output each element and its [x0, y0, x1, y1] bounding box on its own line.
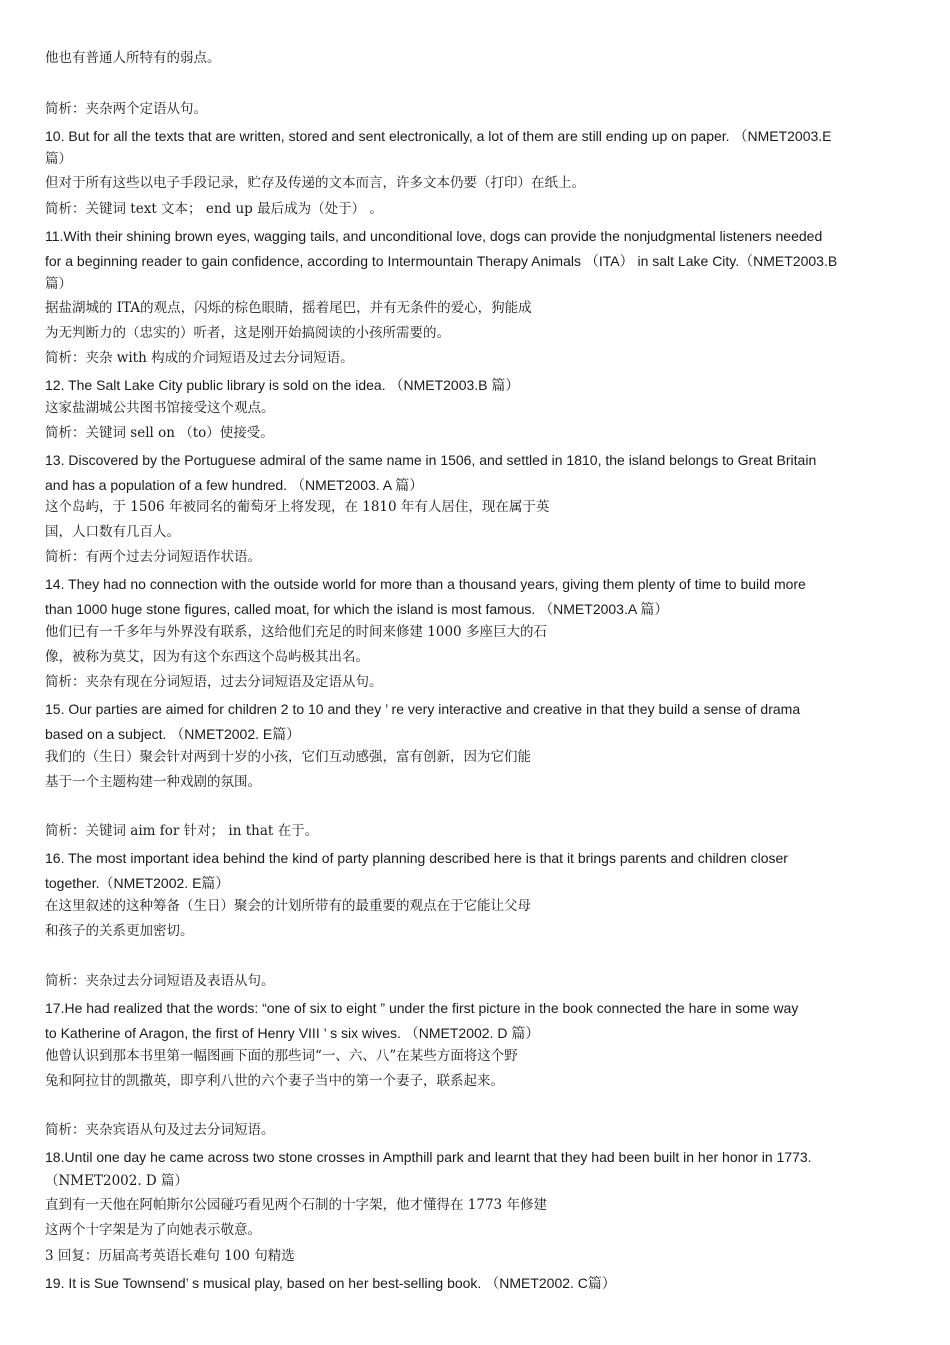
sentence-line: based on a subject. （NMET2002. E篇）	[45, 726, 301, 742]
sentence-line: 14. They had no connection with the outside world for more than a thousand years, giving them plenty of time to build more	[45, 576, 806, 592]
analysis-line: 简析：夹杂过去分词短语及表语从句。	[45, 973, 275, 989]
sentence-line: and has a population of a few hundred. （NMET2003. A 篇）	[45, 477, 424, 493]
translation-line: 据盐湖城的 ITA的观点，闪烁的棕色眼睛，摇着尾巴，并有无条件的爱心，狗能成	[45, 300, 532, 316]
translation-line: 基于一个主题构建一种戏剧的氛围。	[45, 774, 261, 790]
translation-line: 国，人口数有几百人。	[45, 524, 180, 540]
sentence-line: for a beginning reader to gain confidence, according to Intermountain Therapy Animals （ITA） in salt Lake City.（NMET2003.B	[45, 253, 838, 269]
translation-line: 像，被称为莫艾，因为有这个东西这个岛屿极其出名。	[45, 649, 369, 665]
analysis-line: 简析：关键词 text 文本； end up 最后成为（处于） 。	[45, 201, 383, 217]
sentence-line: 11.With their shining brown eyes, wagging tails, and unconditional love, dogs can provide the nonjudgmental listeners needed	[45, 228, 823, 244]
sentence-line: 19. It is Sue Townsend’ s musical play, based on her best-selling book. （NMET2002. C篇）	[45, 1275, 616, 1291]
text-line: （NMET2002. D 篇）	[45, 1173, 189, 1189]
analysis-line: 简析：夹杂宾语从句及过去分词短语。	[45, 1122, 275, 1138]
translation-line: 他们已有一千多年与外界没有联系，这给他们充足的时间来修建 1000 多座巨大的石	[45, 624, 547, 640]
text-line: 篇）	[45, 276, 72, 292]
section-heading: 3 回复：历届高考英语长难句 100 句精选	[45, 1248, 295, 1264]
translation-line: 为无判断力的（忠实的）听者，这是刚开始搞阅读的小孩所需要的。	[45, 325, 450, 341]
sentence-line: 13. Discovered by the Portuguese admiral of the same name in 1506, and settled in 1810, the island belongs to Great Britain	[45, 452, 817, 468]
analysis-line: 简析：有两个过去分词短语作状语。	[45, 549, 261, 565]
translation-line: 这两个十字架是为了向她表示敬意。	[45, 1222, 261, 1238]
sentence-line: than 1000 huge stone figures, called moat, for which the island is most famous. （NMET2003.A 篇）	[45, 601, 669, 617]
analysis-line: 简析：夹杂有现在分词短语，过去分词短语及定语从句。	[45, 674, 383, 690]
translation-line: 兔和阿拉甘的凯撒英，即亨利八世的六个妻子当中的第一个妻子，联系起来。	[45, 1073, 504, 1089]
translation-line: 但对于所有这些以电子手段记录，贮存及传递的文本而言，许多文本仍要（打印）在纸上。	[45, 175, 585, 191]
analysis-line: 简析：夹杂两个定语从句。	[45, 101, 207, 117]
translation-line: 和孩子的关系更加密切。	[45, 923, 194, 939]
translation-line: 这个岛屿，于 1506 年被同名的葡萄牙上将发现，在 1810 年有人居住，现在属于英	[45, 499, 550, 515]
analysis-line: 简析：关键词 aim for 针对； in that 在于。	[45, 823, 319, 839]
analysis-line: 简析：夹杂 with 构成的介词短语及过去分词短语。	[45, 350, 354, 366]
sentence-line: together.（NMET2002. E篇）	[45, 875, 230, 891]
translation-line: 直到有一天他在阿帕斯尔公园碰巧看见两个石制的十字架，他才懂得在 1773 年修建	[45, 1197, 547, 1213]
sentence-line: 10. But for all the texts that are written, stored and sent electronically, a lot of them are still ending up on paper. （NMET2003.E	[45, 128, 832, 144]
translation-line: 我们的（生日）聚会针对两到十岁的小孩，它们互动感强，富有创新，因为它们能	[45, 749, 531, 765]
text-line: 他也有普通人所特有的弱点。	[45, 50, 221, 66]
text-line: 篇）	[45, 151, 72, 167]
analysis-line: 简析：关键词 sell on （to）使接受。	[45, 425, 274, 441]
sentence-line: 15. Our parties are aimed for children 2 to 10 and they ’ re very interactive and creative in that they build a sense of drama	[45, 701, 801, 717]
translation-line: 在这里叙述的这种筹备（生日）聚会的计划所带有的最重要的观点在于它能让父母	[45, 898, 531, 914]
sentence-line: 17.He had realized that the words: “one of six to eight ” under the first picture in the book connected the hare in some way	[45, 1000, 799, 1016]
sentence-line: 18.Until one day he came across two stone crosses in Ampthill park and learnt that they had been built in her honor in 1773.	[45, 1149, 812, 1165]
sentence-line: 16. The most important idea behind the kind of party planning described here is that it brings parents and children closer	[45, 850, 788, 866]
sentence-line: 12. The Salt Lake City public library is sold on the idea. （NMET2003.B 篇）	[45, 377, 520, 393]
translation-line: 他曾认识到那本书里第一幅图画下面的那些词“一、六、八”在某些方面将这个野	[45, 1048, 518, 1064]
sentence-line: to Katherine of Aragon, the first of Henry VIII ’ s six wives. （NMET2002. D 篇）	[45, 1025, 540, 1041]
translation-line: 这家盐湖城公共图书馆接受这个观点。	[45, 400, 275, 416]
